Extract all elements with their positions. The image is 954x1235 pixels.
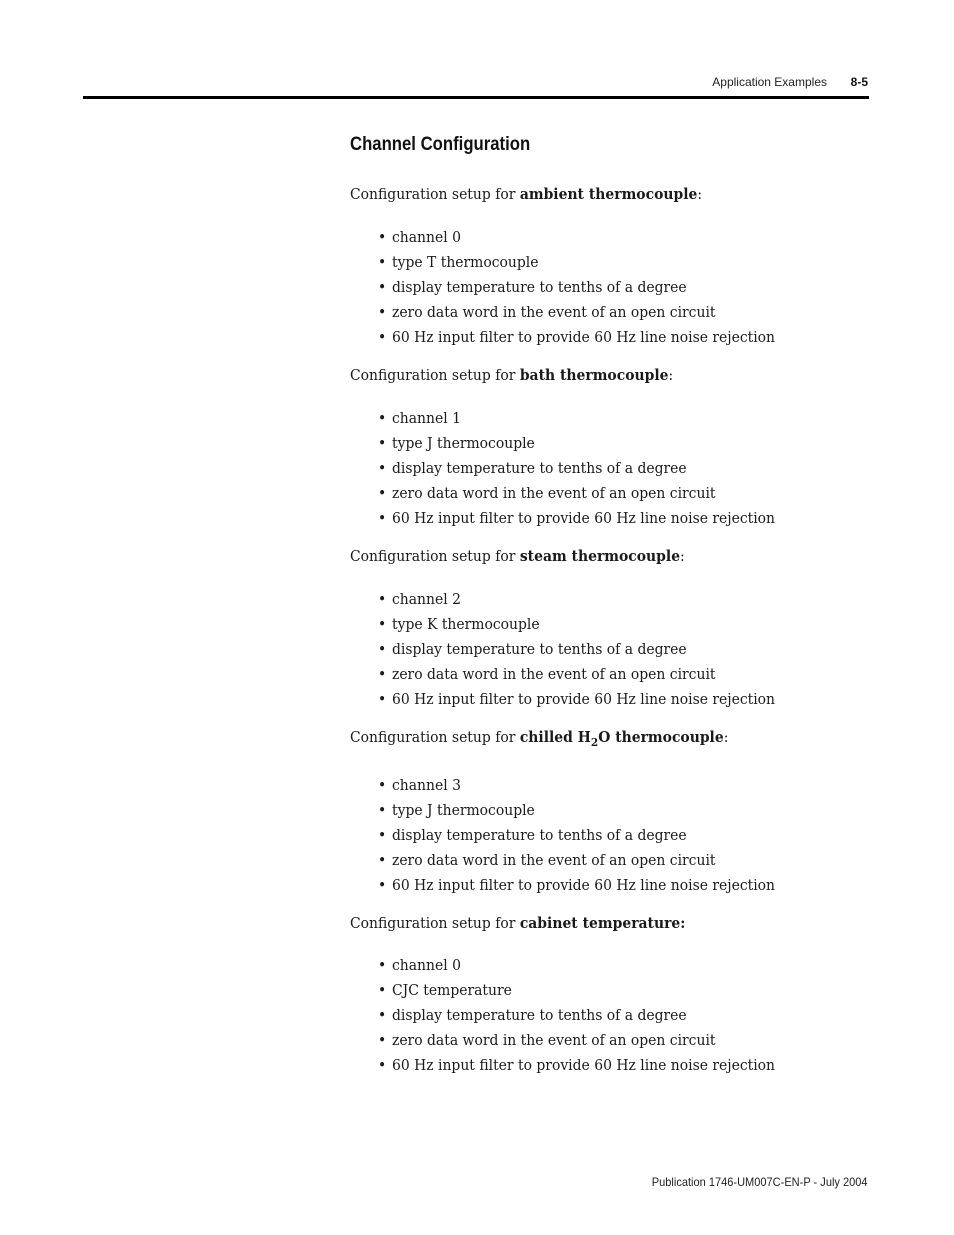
- intro-prefix: Configuration setup for: [350, 368, 520, 384]
- config-intro-steam: [350, 548, 685, 565]
- config-intro-bath: [350, 367, 673, 384]
- config-subject-part-b: O thermocouple: [598, 729, 724, 746]
- list-item: • 60 Hz input filter to provide 60 Hz line noise rejection: [378, 874, 775, 899]
- list-item: • display temperature to tenths of a degree: [378, 1004, 775, 1029]
- intro-suffix: :: [697, 187, 703, 203]
- intro-prefix: Configuration setup for: [350, 730, 520, 746]
- list-item: • channel 3: [378, 774, 775, 799]
- config-intro-ambient: [350, 186, 702, 203]
- section-title: Channel Configuration: [350, 134, 531, 155]
- list-item: • zero data word in the event of an open circuit: [378, 849, 775, 874]
- header-section-title: Application Examples: [712, 75, 827, 89]
- list-item: • zero data word in the event of an open circuit: [378, 482, 775, 507]
- list-item: • 60 Hz input filter to provide 60 Hz line noise rejection: [378, 507, 775, 532]
- config-list-ambient: [378, 226, 775, 351]
- header-rule: [83, 96, 869, 99]
- intro-prefix: Configuration setup for: [350, 916, 520, 932]
- list-item: • 60 Hz input filter to provide 60 Hz line noise rejection: [378, 326, 775, 351]
- list-item: • CJC temperature: [378, 979, 775, 1004]
- intro-suffix: :: [680, 549, 685, 565]
- intro-suffix: :: [668, 368, 674, 384]
- config-intro-cabinet: [350, 915, 685, 932]
- header-page-number: 8-5: [850, 75, 868, 89]
- config-list-chilled-h2o: [378, 774, 775, 899]
- list-item: • zero data word in the event of an open circuit: [378, 301, 775, 326]
- list-item: • channel 2: [378, 588, 775, 613]
- list-item: • channel 1: [378, 407, 775, 432]
- config-list-cabinet: [378, 954, 775, 1079]
- list-item: • type J thermocouple: [378, 432, 775, 457]
- list-item: • zero data word in the event of an open circuit: [378, 663, 775, 688]
- page-footer: Publication 1746-UM007C-EN-P - July 2004: [652, 1175, 868, 1189]
- list-item: • channel 0: [378, 954, 775, 979]
- config-subject-part-a: chilled H: [519, 729, 591, 746]
- list-item: • zero data word in the event of an open circuit: [378, 1029, 775, 1054]
- config-list-steam: [378, 588, 775, 713]
- config-subject: ambient thermocouple: [519, 186, 698, 203]
- config-subject: cabinet temperature:: [519, 915, 686, 932]
- list-item: • display temperature to tenths of a degree: [378, 457, 775, 482]
- config-subject-subscript: 2: [590, 736, 599, 749]
- config-subject: bath thermocouple: [519, 367, 669, 384]
- list-item: • type T thermocouple: [378, 251, 775, 276]
- list-item: • display temperature to tenths of a degree: [378, 824, 775, 849]
- list-item: • display temperature to tenths of a degree: [378, 638, 775, 663]
- intro-prefix: Configuration setup for: [350, 549, 520, 565]
- list-item: • display temperature to tenths of a degree: [378, 276, 775, 301]
- config-list-bath: [378, 407, 775, 532]
- list-item: • type K thermocouple: [378, 613, 775, 638]
- config-subject: steam thermocouple: [519, 548, 681, 565]
- config-intro-chilled-h2o: [350, 729, 729, 749]
- list-item: • type J thermocouple: [378, 799, 775, 824]
- intro-prefix: Configuration setup for: [350, 187, 520, 203]
- intro-suffix: :: [723, 730, 729, 746]
- list-item: • 60 Hz input filter to provide 60 Hz line noise rejection: [378, 688, 775, 713]
- list-item: • 60 Hz input filter to provide 60 Hz line noise rejection: [378, 1054, 775, 1079]
- list-item: • channel 0: [378, 226, 775, 251]
